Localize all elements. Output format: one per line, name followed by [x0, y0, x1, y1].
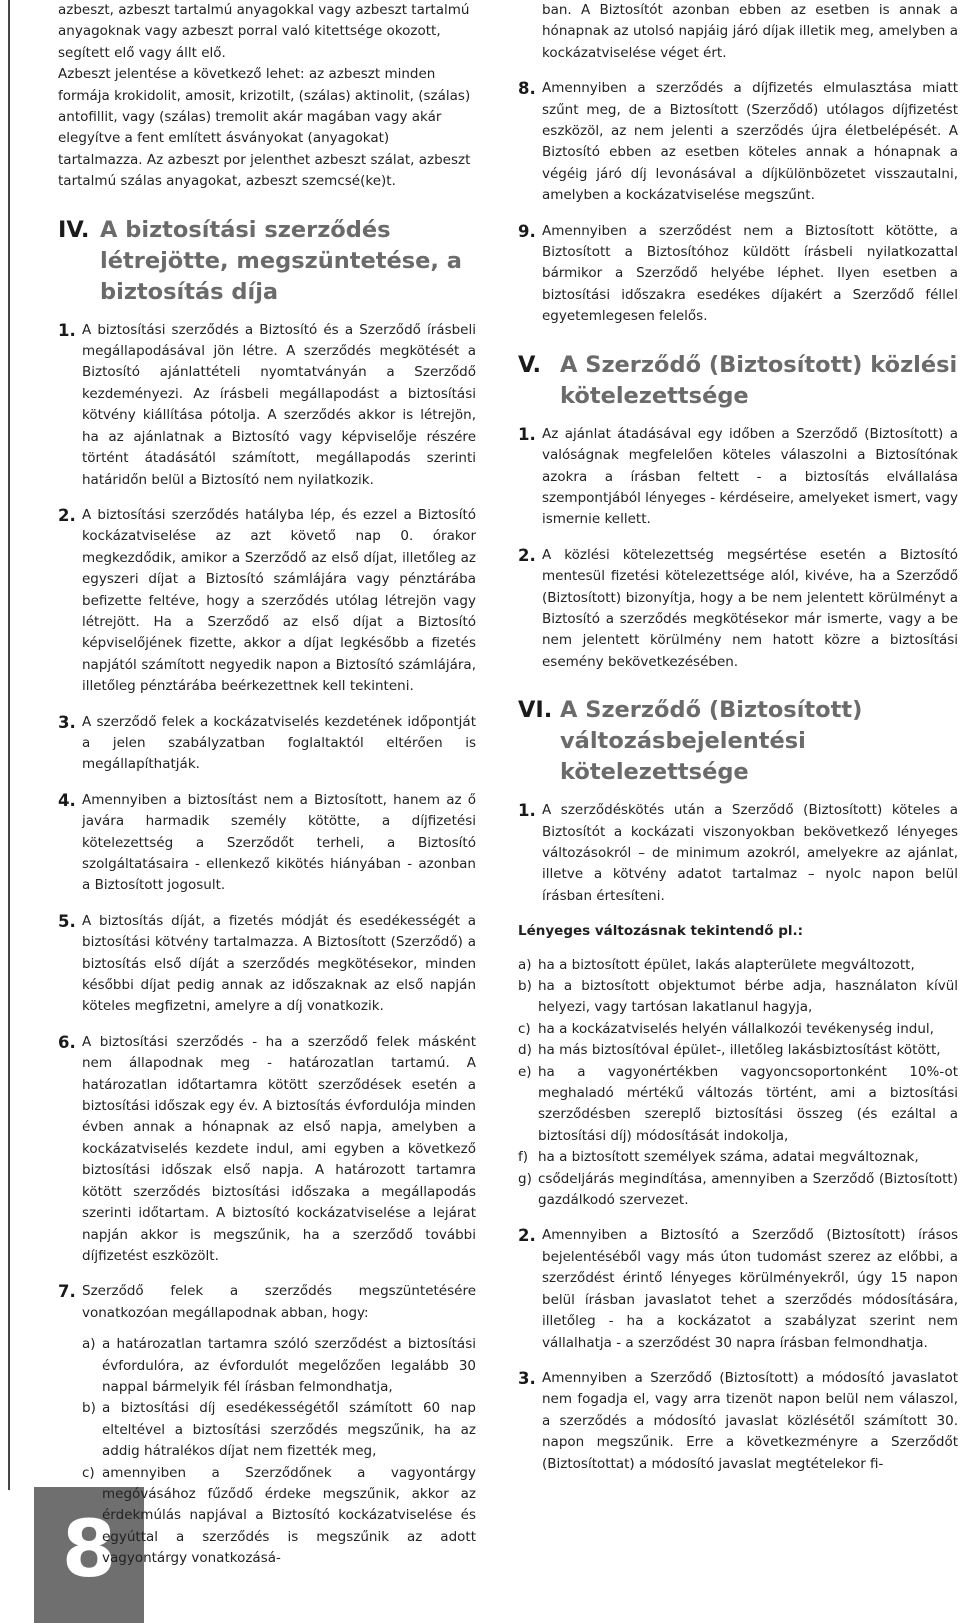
left-margin-rule [8, 0, 10, 1490]
item-number: 8. [518, 79, 536, 99]
item-number: 5. [58, 911, 76, 931]
item-text: A szerződő felek a kockázatviselés kezdetének időpontját a jelen szabályzatban foglaltaktól eltérően is megállapíthatják. [82, 713, 476, 773]
item-text: A biztosítási szerződés a Biztosító és a Szerződő írásbeli megállapodásával jön létre. A szerződés megkötését a Biztosító ajánlattételi nyomtatványán a Szerződő kezdeményezi. Az írásbeli megállapodást a biztosítási kötvény kiállítása pótolja. A szerződés akkor is létrejön, ha az ajánlatnak a Biztosító vagy képviselője részére történt átadásától számított, megállapodás szerinti határidőn belül a Biztosító nem nyilatkozik. [82, 321, 476, 488]
item-text: Amennyiben a Biztosító a Szerződő (Biztosított) írásos bejelentéséből vagy más úton tudomást szerez az előbbi, a szerződést érintő lényeges körülményekről, úgy 15 napon belül írásban javaslatot tehet a szerződés módosítására, illetőleg - ha a kockázatot a szabályzat szerint nem vállalhatja - a szerződést 30 napra írásban felmondhatja. [542, 1227, 958, 1351]
item-text: A biztosítási szerződés - ha a szerződő felek másként nem állapodnak meg - határozatlan tartamú. A határozatlan időtartamra kötött szerződések esetén a biztosítási időszak egy év. A biztosítás évfordulója minden évben annak a hónapnak az első napja, amelyben a kockázatviselés kezdete indul, ami egyben a következő biztosítási időszak első napja. A határozott tartamra kötött szerződés biztosítási időszaka a megállapodás szerinti időtartam. A biztosító kockázatviselése a lejárat napján akkor is megszűnik, ha a szerződő további díjfizetést eszközölt. [82, 1033, 476, 1264]
section-title: A biztosítási szerződés létrejötte, megszüntetése, a biztosítás díja [100, 216, 462, 305]
sub-list [82, 1334, 476, 1569]
item-number: 2. [518, 545, 536, 565]
sub-letter: c) [518, 1020, 531, 1037]
item-text: Amennyiben a biztosítást nem a Biztosított, hanem az ő javára harmadik személy kötötte, a díjfizetési kötelezettség a Szerződőt terheli, a Biztosító szolgáltatásaira - ellenkező kikötés hiányában - azonban a Biztosított jogosult. [82, 791, 476, 894]
item-number: 4. [58, 790, 76, 810]
sub-text: amennyiben a Szerződőnek a vagyontárgy megóvásához fűződő érdeke megszűnik, akkor az érdekmúlás napjával a Biztosító kockázatviselése és egyúttal a szerződés is megszűnik az adott vagyontárgy vonatkozásá- [102, 1464, 476, 1567]
sub-item [518, 1062, 958, 1148]
sub-text: ha más biztosítóval épület-, illetőleg lakásbiztosítást kötött, [538, 1042, 941, 1059]
sub-text: a biztosítási díj esedékességétől számított 60 nap elteltével a biztosítási szerződés megszűnik, ha az addig hátralékos díjat nem fizették meg, [102, 1400, 476, 1460]
sub-letter: f) [518, 1149, 529, 1166]
section-title: A Szerződő (Biztosított) közlési kötelezettsége [560, 351, 958, 409]
sub-text: ha a biztosított épület, lakás alapterülete megváltozott, [538, 956, 915, 973]
sub-text: ha a biztosított objektumot bérbe adja, használaton kívül helyezi, vagy tartósan lakatlanul hagyja, [538, 978, 958, 1016]
section-number: V. [518, 351, 542, 378]
sub-letter: a) [82, 1336, 96, 1353]
sub-letter: e) [518, 1063, 532, 1080]
item-number: 7. [58, 1282, 76, 1302]
section-heading-vi [518, 695, 958, 788]
section-number: VI. [518, 697, 553, 724]
list-item [58, 790, 476, 897]
section-title: A Szerződő (Biztosított) változásbejelentési kötelezettsége [560, 697, 863, 786]
item-text: Amennyiben a szerződés a díjfizetés elmulasztása miatt szűnt meg, de a Biztosított (Szerződő) utólagos díjfizetést eszközöl, az nem jelenti a szerződés újra életbelépését. A Biztosító ebben az esetben köteles annak a hónapnak a végéig járó díj levonásával a díjkülönbözetet visszautalni, amelyben a kockázatviselése megszűnt. [542, 80, 958, 204]
sub-item [82, 1463, 476, 1570]
list-item [58, 505, 476, 698]
item-number: 6. [58, 1032, 76, 1052]
sub-letter: d) [518, 1042, 532, 1059]
intro-paragraph: Azbeszt jelentése a következő lehet: az azbeszt minden formája krokidolit, amosit, krizotilt, (szálas) aktinolit, (szálas) antofillit, vagy (szálas) tremolit akár magában vagy akár elegyítve a fent említett ásványokat (anyagokat) tartalmazza. Az azbeszt por jelenthet azbeszt szálat, azbeszt tartalmú szálas anyagokat, azbeszt szemcsé(ke)t. [58, 66, 471, 190]
item-text: A biztosítás díját, a fizetés módját és esedékességét a biztosítási kötvény tartalmazza. A Biztosított (Szerződő) a biztosítás első díját a szerződés megkötésekor, minden későbbi díjat pedig annak az időszaknak az első napján köteles megfizetni, amelyre a díj vonatkozik. [82, 912, 476, 1015]
sub-item [518, 1169, 958, 1212]
item-number-spacer [518, 0, 542, 64]
list-item [518, 1368, 958, 1475]
list-item [518, 424, 958, 531]
item-text: Amennyiben a Szerződő (Biztosított) a módosító javaslatot nem fogadja el, vagy arra tizenöt napon belül nem válaszol, a szerződés a módosító javaslat közlésétől számított 30. napon megszűnik. Erre a következményre a Szerződőt (Biztosítottat) a módosító javaslat megtételekor fi- [542, 1369, 958, 1472]
intro-text [58, 0, 476, 193]
list-item [58, 1281, 476, 1569]
item-number: 1. [518, 424, 536, 444]
sub-item [82, 1398, 476, 1462]
item-text: Amennyiben a szerződést nem a Biztosított kötötte, a Biztosított a Biztosítóhoz küldött írásbeli nyilatkozattal bármikor a Szerződő helyébe léphet. Ilyen esetben a biztosítási időszakra esedékes díjakért a Szerződő féllel egyetemlegesen felelős. [542, 222, 958, 325]
section-heading-iv [58, 215, 476, 308]
list-item-continued [518, 0, 958, 64]
section-number: IV. [58, 216, 90, 243]
sub-item [518, 1147, 958, 1168]
item-text: A szerződéskötés után a Szerződő (Biztosított) köteles a Biztosítót a kockázati viszonyokban bekövetkező lényeges változásokról – de minimum azokról, amelyekre az ajánlat, illetve a kötvény adatot tartalmaz – nyolc napon belül írásban értesíteni. [542, 802, 958, 904]
item-number: 2. [58, 505, 76, 525]
item-number: 1. [58, 320, 76, 340]
list-item [58, 1032, 476, 1267]
continued-text: ban. A Biztosítót azonban ebben az esetben is annak a hónapnak az utolsó napjáig járó díjak illetik meg, amelyben a kockázatviselése véget ért. [542, 2, 958, 61]
item-number: 3. [58, 712, 76, 732]
list-item [518, 545, 958, 673]
sub-letter: b) [518, 978, 532, 994]
right-column [518, 0, 958, 1489]
item-number: 2. [518, 1226, 536, 1246]
sub-text: csődeljárás megindítása, amennyiben a Szerződő (Biztosított) gazdálkodó szervezet. [538, 1170, 958, 1209]
item-number: 9. [518, 221, 536, 241]
page-number: 8 [61, 1505, 117, 1595]
sub-letter: b) [82, 1400, 96, 1417]
item-text: Szerződő felek a szerződés megszüntetésére vonatkozóan megállapodnak abban, hogy: [82, 1283, 476, 1321]
item-text: Az ajánlat átadásával egy időben a Szerződő (Biztosított) a valóságnak megfelelően köteles válaszolni a Biztosítónak azokra a írásban feltett - a biztosítás elvállalása szempontjából lényeges - kérdéseire, amelyeket ismert, vagy ismernie kellett. [542, 425, 958, 528]
sub-item [518, 976, 958, 1019]
sub-text: ha a vagyonértékben vagyoncsoportonként 10%-ot meghaladó mértékű változás történt, ami a biztosítási szerződésben szereplő biztosítási összeg (és ezáltal a biztosítási díj) módosítását indokolja, [538, 1063, 958, 1144]
item-number: 1. [518, 801, 536, 821]
list-item [58, 712, 476, 776]
list-item [58, 911, 476, 1018]
list-item [518, 800, 958, 907]
sub-item [518, 1040, 958, 1061]
list-item [58, 320, 476, 491]
sub-text: ha a biztosított személyek száma, adatai megváltoznak, [538, 1149, 919, 1166]
section-heading-v [518, 350, 958, 412]
changes-list [518, 955, 958, 1212]
sub-text: ha a kockázatviselés helyén vállalkozói tevékenység indul, [538, 1020, 934, 1037]
list-item [518, 78, 958, 206]
sub-letter: a) [518, 956, 532, 973]
sub-letter: c) [82, 1464, 95, 1481]
item-text: A biztosítási szerződés hatályba lép, és ezzel a Biztosító kockázatviselése az azt követő nap 0. órakor megkezdődik, amikor a Szerződő az első díjat, illetőleg az egyszeri díjat a Biztosító számlájára vagy pénztárába befizette feltéve, hogy a szerződés utólag létrejön vagy létrejött. Ha a Szerződő az első díjat a Biztosító képviselőjének fizette, akkor a díjat legkésőbb a fizetés napjától számított negyedik napon a Biztosító számlájára, illetőleg pénztárába beérkezettnek kell tekinteni. [82, 506, 476, 695]
item-text: A közlési kötelezettség megsértése esetén a Biztosító mentesül fizetési kötelezettsége alól, kivéve, ha a Szerződő (Biztosított) bizonyítja, hogy a be nem jelentett körülményt a Biztosító a szerződés megkötésekor már ismerte, vagy a be nem jelentett körülmény nem hatott közre a biztosítási esemény bekövetkezésében. [542, 546, 958, 670]
changes-label: Lényeges változásnak tekintendő pl.: [518, 923, 804, 940]
sub-letter: g) [518, 1170, 532, 1187]
sub-item [518, 1019, 958, 1040]
item-number: 3. [518, 1368, 536, 1388]
sub-text: a határozatlan tartamra szóló szerződést a biztosítási évfordulóra, az évfordulót megelőzően legalább 30 nappal bármelyik fél írásban felmondhatja, [102, 1336, 476, 1395]
left-column [58, 0, 476, 1584]
intro-paragraph: azbeszt, azbeszt tartalmú anyagokkal vagy azbeszt tartalmú anyagoknak vagy azbeszt porral való kitettsége okozott, segített elő vagy állt elő. [58, 2, 470, 61]
sub-item [82, 1334, 476, 1398]
list-item [518, 221, 958, 328]
list-item [518, 1225, 958, 1353]
sub-item [518, 955, 958, 976]
